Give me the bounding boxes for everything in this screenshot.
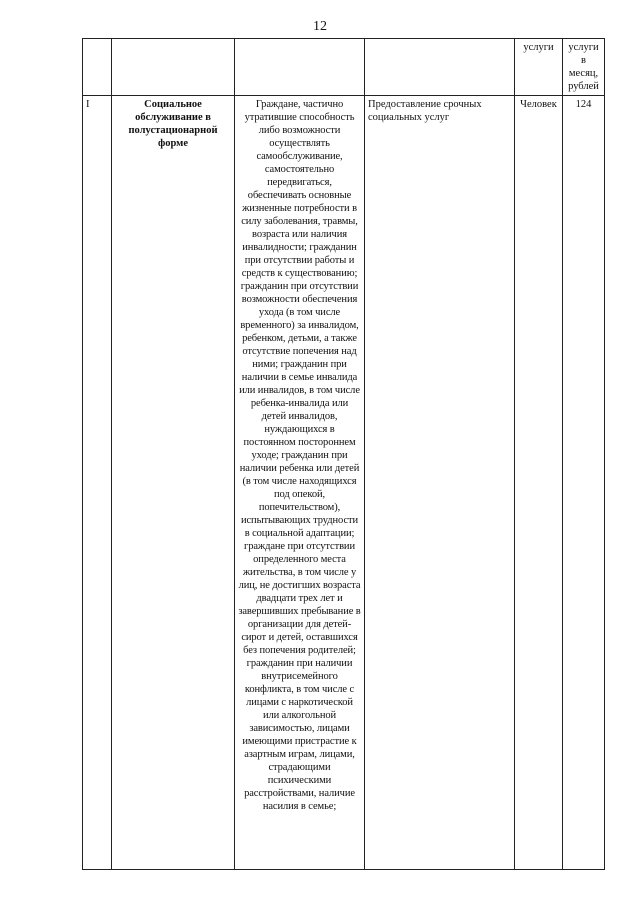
- service-form: Социальное обслуживание в полустационарной форме: [112, 96, 235, 870]
- services-table: [82, 38, 605, 870]
- row-index: I: [83, 96, 112, 870]
- table-row: [83, 96, 605, 870]
- service-name: Предоставление срочных социальных услуг: [365, 96, 515, 870]
- recipient-categories: Граждане, частично утратившие способность либо возможности осуществлять самообслуживание, самостоятельно передвигаться, обеспечивать основные жизненные потребности в силу заболевания, травмы, возраста или наличия инвалидности; гражданин при отсутствии работы и средств к существованию; гражданин при отсутствии возможности обеспечения ухода (в том числе временного) за инвалидом, ребенком, детьми, а также отсутствие попечения над ними; гражданин при наличии в семье инвалида или инвалидов, в том числе ребенка-инвалида или детей инвалидов, нуждающихся в постоянном постороннем уходе; гражданин при наличии ребенка или детей (в том числе находящихся под опекой, попечительством), испытывающих трудности в социальной адаптации; граждане при отсутствии определенного места жительства, в том числе у лиц, не достигших возраста двадцати трех лет и завершивших пребывание в организации для детей-сирот и детей, оставшихся без попечения родителей; гражданин при наличии внутрисемейного конфликта, в том числе с лицами с наркотической или алкогольной зависимостью, лицами имеющими пристрастие к азартным играм, лицами, страдающими психическими расстройствами, наличие насилия в семье;: [235, 96, 365, 870]
- service-volume: 124: [563, 96, 605, 870]
- header-cell-recipients: [235, 39, 365, 96]
- header-cell-index: [83, 39, 112, 96]
- header-cell-volume: услуги в месяц, рублей: [563, 39, 605, 96]
- page-number: 12: [313, 19, 327, 34]
- header-cell-service: [365, 39, 515, 96]
- header-cell-unit: услуги: [515, 39, 563, 96]
- table-header-row: [83, 39, 605, 96]
- unit-of-measure: Человек: [515, 96, 563, 870]
- header-cell-form: [112, 39, 235, 96]
